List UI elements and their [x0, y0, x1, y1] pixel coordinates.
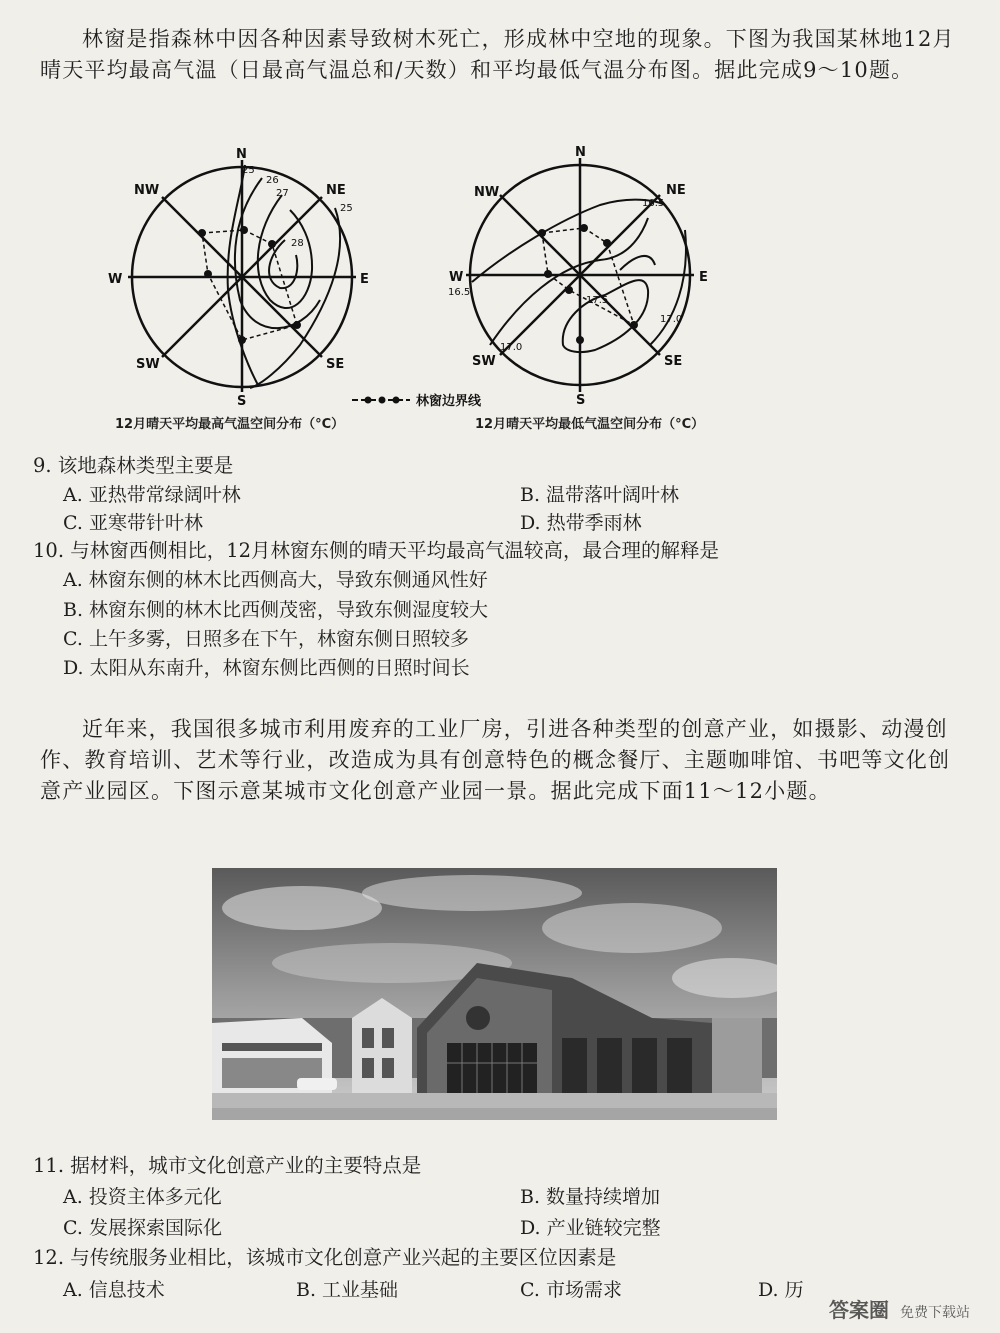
left-isoline-label: 26 [266, 175, 279, 186]
left-dir-se: SE [326, 357, 345, 372]
q9-option-b: B. 温带落叶阔叶林 [520, 484, 680, 506]
watermark [829, 1294, 970, 1323]
left-dir-ne: NE [326, 183, 346, 198]
left-dir-s: S [237, 394, 247, 409]
q10-option-c: C. 上午多雾，日照多在下午，林窗东侧日照较多 [63, 628, 469, 650]
left-isoline-label: 28 [291, 238, 304, 249]
q12-option-c: C. 市场需求 [520, 1279, 622, 1301]
q12-option-d: D. 历 [758, 1279, 804, 1301]
watermark-sub: 免费下载站 [900, 1305, 970, 1321]
legend [352, 393, 482, 409]
left-dir-nw: NW [134, 183, 160, 198]
right-dir-e: E [699, 270, 708, 285]
q9-option-c: C. 亚寒带针叶林 [63, 512, 203, 534]
q10-option-b: B. 林窗东侧的林木比西侧茂密，导致东侧湿度较大 [63, 599, 489, 621]
q9-option-d: D. 热带季雨林 [520, 512, 642, 534]
right-dir-s: S [576, 393, 586, 408]
watermark-main: 答案圈 [829, 1298, 890, 1322]
right-dir-se: SE [664, 354, 683, 369]
question-12-stem: 12. 与传统服务业相比，该城市文化创意产业兴起的主要区位因素是 [33, 1246, 617, 1269]
left-diagram-caption: 12月晴天平均最高气温空间分布（°C） [115, 417, 345, 432]
left-isoline-label: 27 [276, 188, 289, 199]
q9-option-a: A. 亚热带常绿阔叶林 [63, 484, 241, 506]
q10-option-d: D. 太阳从东南升，林窗东侧比西侧的日照时间长 [63, 657, 470, 679]
question-10-stem: 10. 与林窗西侧相比，12月林窗东侧的晴天平均最高气温较高，最合理的解释是 [33, 539, 720, 562]
right-polar-diagram [448, 145, 708, 408]
right-isoline-label: 16.5 [642, 198, 665, 209]
intro-paragraph-2: 近年来，我国很多城市利用废弃的工业厂房，引进各种类型的创意产业，如摄影、动漫创作、教育培训、艺术等行业，改造成为具有创意特色的概念餐厅、主题咖啡馆、书吧等文化创意产业园区。下图示意某城市文化创意产业园一景。据此完成下面11～12小题。 [40, 717, 951, 803]
right-dir-w: W [449, 270, 464, 285]
question-9-stem: 9. 该地森林类型主要是 [33, 454, 234, 477]
right-isoline-label: 17.0 [660, 314, 683, 325]
temperature-diagrams [0, 0, 1000, 440]
right-isoline-label: 17.0 [500, 342, 523, 353]
left-isoline-label: 25 [340, 203, 353, 214]
left-dir-e: E [360, 272, 369, 287]
left-isoline-label: 25 [242, 165, 255, 176]
right-dir-ne: NE [666, 183, 686, 198]
q12-option-b: B. 工业基础 [296, 1279, 399, 1301]
legend-label: 林窗边界线 [416, 394, 482, 409]
q11-option-a: A. 投资主体多元化 [63, 1186, 222, 1208]
left-dir-w: W [108, 272, 123, 287]
q11-option-d: D. 产业链较完整 [520, 1217, 661, 1239]
left-dir-n: N [236, 147, 247, 162]
right-dir-sw: SW [472, 354, 496, 369]
right-diagram-caption: 12月晴天平均最低气温空间分布（°C） [475, 417, 705, 432]
q11-option-c: C. 发展探索国际化 [63, 1217, 222, 1239]
left-polar-diagram [108, 147, 369, 409]
intro-paragraph-1: 林窗是指森林中因各种因素导致树木死亡，形成林中空地的现象。下图为我国某林地12月晴天平均最高气温（日最高气温总和/天数）和平均最低气温分布图。据此完成9～10题。 [40, 27, 955, 82]
question-11-stem: 11. 据材料，城市文化创意产业的主要特点是 [33, 1154, 422, 1177]
q11-option-b: B. 数量持续增加 [520, 1186, 661, 1208]
right-isoline-label: 16.5 [448, 287, 471, 298]
right-dir-nw: NW [474, 185, 500, 200]
left-dir-sw: SW [136, 357, 160, 372]
q12-option-a: A. 信息技术 [63, 1279, 165, 1301]
q10-option-a: A. 林窗东侧的林木比西侧高大，导致东侧通风性好 [63, 569, 488, 591]
right-dir-n: N [575, 145, 586, 160]
right-isoline-label: 17.5 [586, 295, 609, 306]
creative-park-photo [212, 868, 777, 1120]
